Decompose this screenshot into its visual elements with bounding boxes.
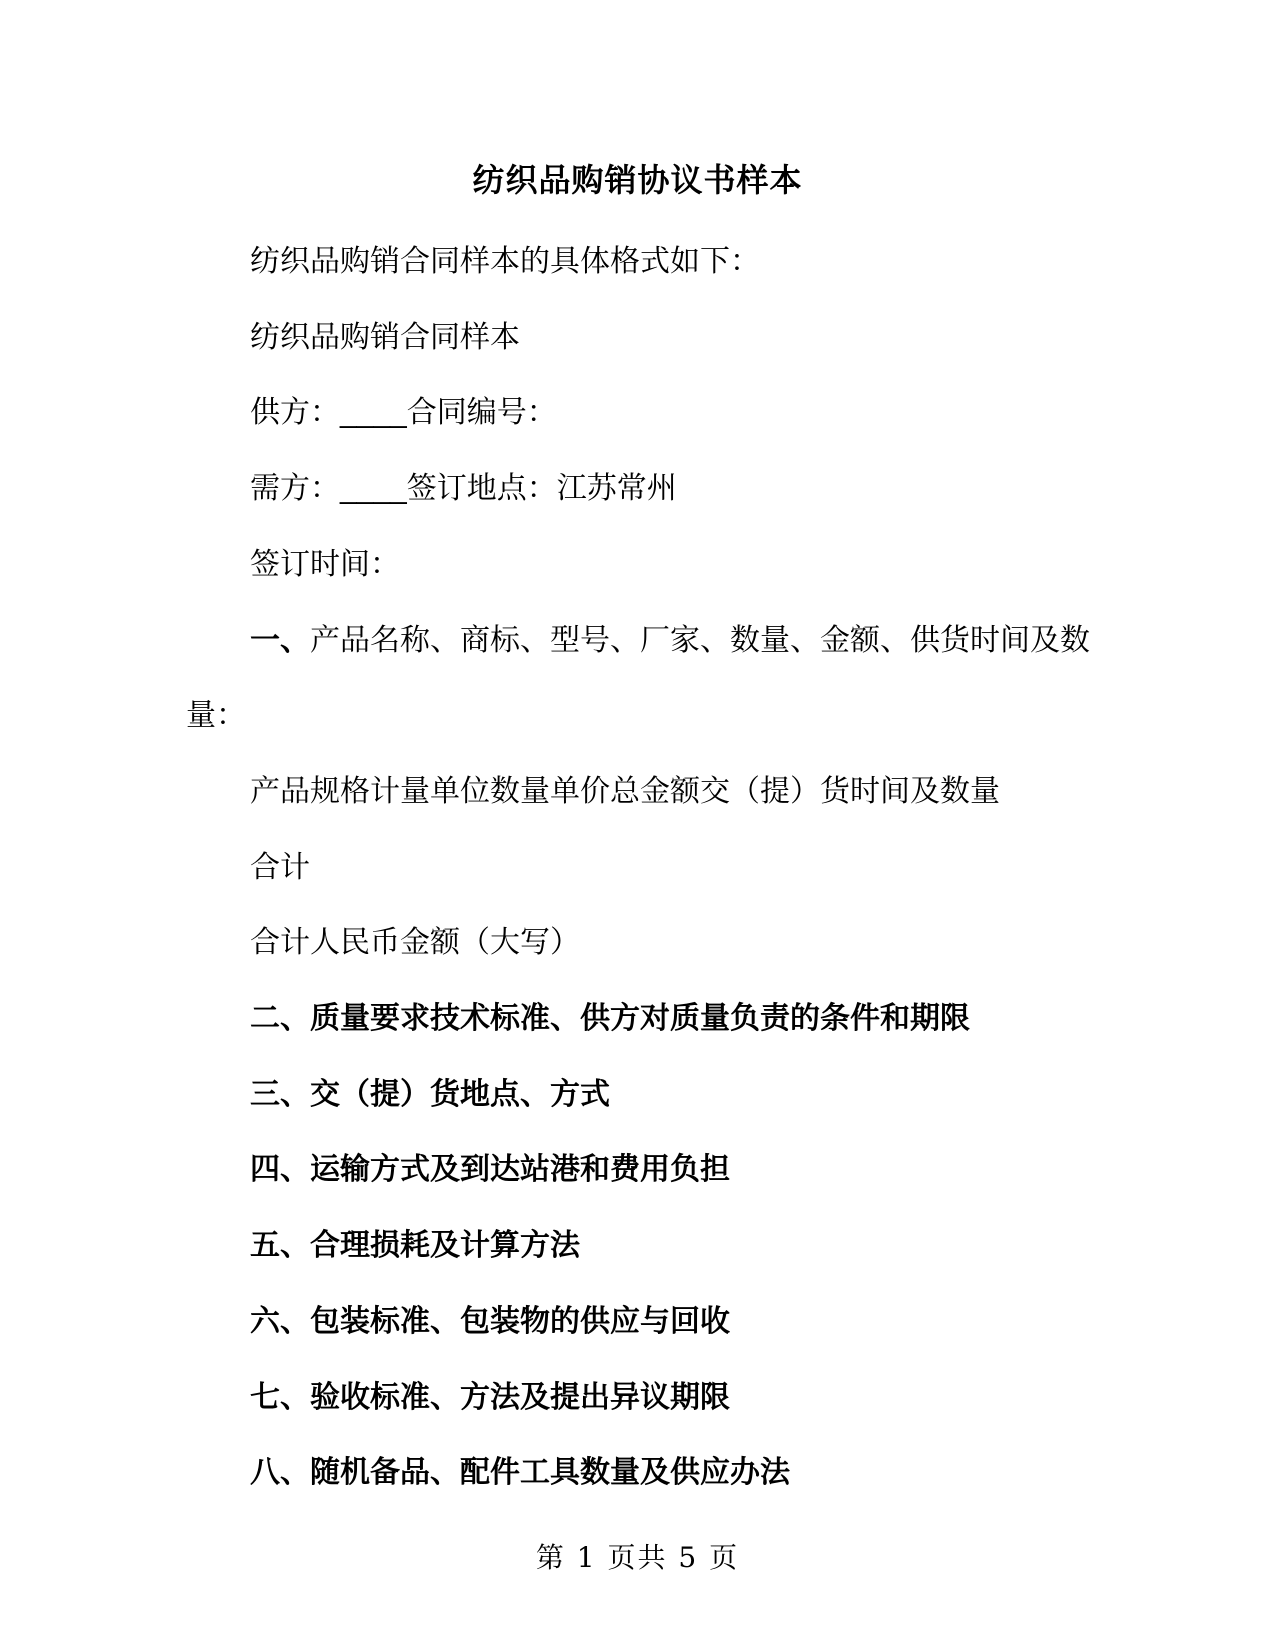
- document-title: 纺织品购销协议书样本: [472, 162, 803, 198]
- text-run: 三、交（提）货地点、方式: [250, 1077, 610, 1111]
- text-run: 合计人民币金额（大写）: [250, 926, 580, 960]
- paragraph-11: [186, 981, 1097, 1057]
- paragraph-7: [186, 678, 1097, 754]
- text-run: 八、随机备品、配件工具数量及供应办法: [250, 1456, 790, 1490]
- text-run: 纺织品购销合同样本: [250, 320, 520, 354]
- paragraph-1: [186, 224, 1097, 300]
- paragraph-16: [186, 1360, 1097, 1436]
- text-run: 产品规格计量单位数量单价总金额交（提）货时间及数量: [250, 774, 1000, 808]
- text-run: 五、合理损耗及计算方法: [250, 1229, 580, 1263]
- page-number: 第 1 页共 5 页: [535, 1541, 740, 1574]
- text-run: 签订时间：: [250, 547, 400, 581]
- text-run: 量：: [186, 699, 246, 733]
- paragraph-2: [186, 300, 1097, 376]
- text-run: 纺织品购销合同样本的具体格式如下：: [250, 245, 760, 278]
- paragraph-6: [186, 603, 1097, 679]
- paragraph-15: [186, 1284, 1097, 1360]
- paragraph-3: [186, 375, 1097, 451]
- paragraph-12: [186, 1057, 1097, 1133]
- text-run: 供方：____合同编号：: [250, 396, 557, 430]
- paragraph-10: [186, 905, 1097, 981]
- text-run: 七、验收标准、方法及提出异议期限: [250, 1380, 730, 1414]
- paragraph-8: [186, 754, 1097, 830]
- paragraph-13: [186, 1132, 1097, 1208]
- text-run: 六、包装标准、包装物的供应与回收: [250, 1304, 730, 1338]
- text-run: 一、: [250, 623, 310, 657]
- text-run: 产品名称、商标、型号、厂家、数量、金额、供货时间及数: [310, 623, 1090, 657]
- paragraph-5: [186, 527, 1097, 603]
- text-run: 二、质量要求技术标准、供方对质量负责的条件和期限: [250, 1002, 970, 1036]
- document-body: [0, 224, 1275, 1511]
- text-run: 四、运输方式及到达站港和费用负担: [250, 1153, 730, 1187]
- text-run: 合计: [250, 850, 310, 884]
- text-run: 需方：____签订地点：江苏常州: [250, 472, 677, 506]
- paragraph-9: [186, 830, 1097, 906]
- paragraph-17: [186, 1435, 1097, 1511]
- paragraph-14: [186, 1208, 1097, 1284]
- paragraph-4: [186, 451, 1097, 527]
